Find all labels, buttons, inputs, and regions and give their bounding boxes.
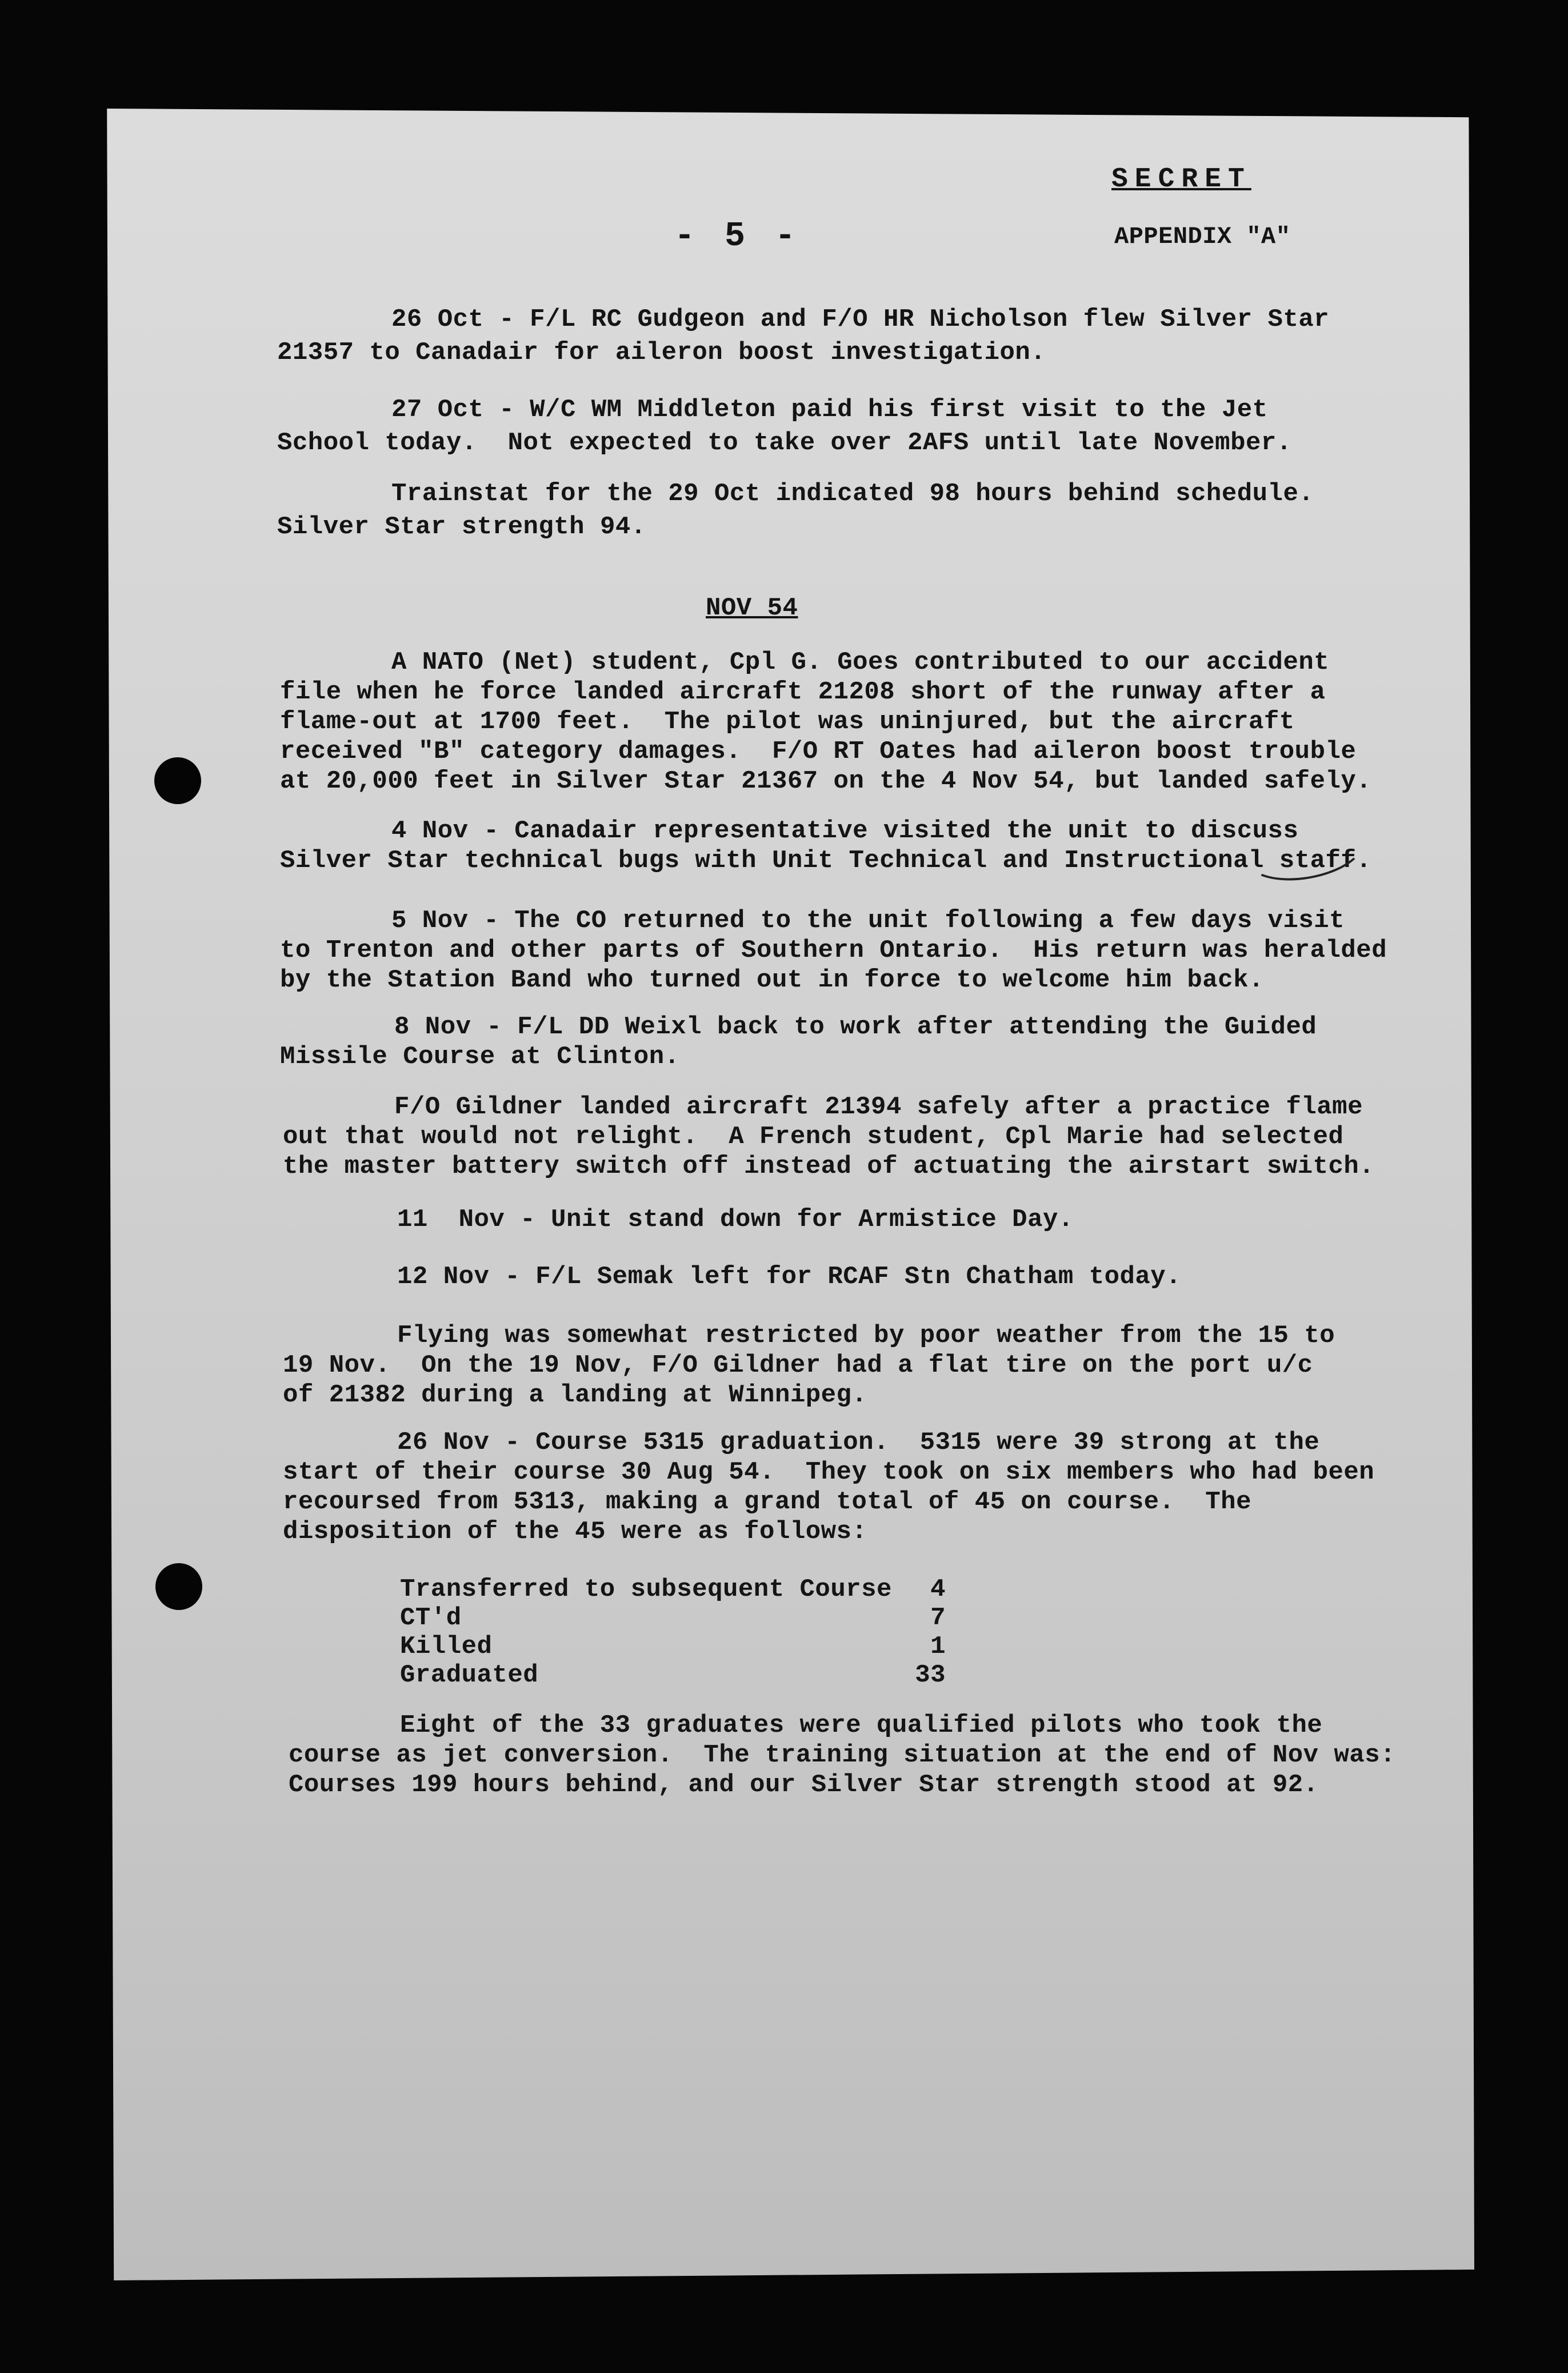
nov-entry-5-line-2: out that would not relight. A French student, Cpl Marie had selected xyxy=(283,1122,1344,1151)
nov-entry-9-line-2: start of their course 30 Aug 54. They took on six members who had been xyxy=(283,1458,1375,1487)
nov-entry-1-line-1: A NATO (Net) student, Cpl G. Goes contributed to our accident xyxy=(391,648,1330,677)
nov-entry-3-line-2: to Trenton and other parts of Southern Ontario. His return was heralded xyxy=(280,936,1387,965)
disposition-count-killed: 1 xyxy=(930,1632,946,1661)
punch-hole-top xyxy=(154,757,201,804)
nov-entry-5-line-1: F/O Gildner landed aircraft 21394 safely after a practice flame xyxy=(394,1093,1363,1121)
nov-entry-2-line-1: 4 Nov - Canadair representative visited the unit to discuss xyxy=(391,817,1299,845)
disposition-label-graduated: Graduated xyxy=(400,1661,539,1689)
disposition-label-ctd: CT'd xyxy=(400,1604,462,1632)
nov-entry-8-line-2: 19 Nov. On the 19 Nov, F/O Gildner had a flat tire on the port u/c xyxy=(283,1351,1313,1380)
nov-entry-7-line-1: 12 Nov - F/L Semak left for RCAF Stn Chatham today. xyxy=(397,1263,1182,1291)
closing-line-2: course as jet conversion. The training situation at the end of Nov was: xyxy=(289,1741,1396,1769)
disposition-label-killed: Killed xyxy=(400,1632,493,1661)
closing-line-1: Eight of the 33 graduates were qualified pilots who took the xyxy=(400,1711,1323,1740)
nov-entry-3-line-1: 5 Nov - The CO returned to the unit following a few days visit xyxy=(391,906,1345,935)
nov-entry-1-line-2: file when he force landed aircraft 21208 short of the runway after a xyxy=(280,678,1326,706)
oct-entry-2-line-1: 27 Oct - W/C WM Middleton paid his first visit to the Jet xyxy=(391,396,1268,424)
disposition-count-transferred: 4 xyxy=(930,1575,946,1604)
appendix-label: APPENDIX "A" xyxy=(1114,223,1291,250)
oct-entry-1-line-1: 26 Oct - F/L RC Gudgeon and F/O HR Nicholson flew Silver Star xyxy=(391,305,1330,334)
nov-entry-1-line-3: flame-out at 1700 feet. The pilot was uninjured, but the aircraft xyxy=(280,708,1295,736)
nov-entry-9-line-3: recoursed from 5313, making a grand total of 45 on course. The xyxy=(283,1488,1251,1516)
nov-entry-9-line-1: 26 Nov - Course 5315 graduation. 5315 were 39 strong at the xyxy=(397,1428,1320,1457)
classification-marking: SECRET xyxy=(1111,164,1251,195)
month-heading: NOV 54 xyxy=(706,594,798,622)
nov-entry-4-line-2: Missile Course at Clinton. xyxy=(280,1042,680,1071)
nov-entry-9-line-4: disposition of the 45 were as follows: xyxy=(283,1517,867,1546)
disposition-count-graduated: 33 xyxy=(915,1661,946,1689)
oct-entry-3-line-1: Trainstat for the 29 Oct indicated 98 hours behind schedule. xyxy=(391,480,1314,508)
oct-entry-2-line-2: School today. Not expected to take over 2AFS until late November. xyxy=(277,429,1292,457)
nov-entry-5-line-3: the master battery switch off instead of actuating the airstart switch. xyxy=(283,1152,1375,1181)
closing-line-3: Courses 199 hours behind, and our Silver Star strength stood at 92. xyxy=(289,1771,1319,1799)
punch-hole-bottom xyxy=(155,1563,202,1610)
oct-entry-3-line-2: Silver Star strength 94. xyxy=(277,513,646,541)
oct-entry-1-line-2: 21357 to Canadair for aileron boost investigation. xyxy=(277,338,1046,367)
disposition-label-transferred: Transferred to subsequent Course xyxy=(400,1575,892,1604)
nov-entry-8-line-1: Flying was somewhat restricted by poor weather from the 15 to xyxy=(397,1321,1335,1350)
nov-entry-1-line-5: at 20,000 feet in Silver Star 21367 on the 4 Nov 54, but landed safely. xyxy=(280,767,1372,796)
nov-entry-1-line-4: received "B" category damages. F/O RT Oates had aileron boost trouble xyxy=(280,737,1357,766)
page-number: - 5 - xyxy=(674,217,801,256)
nov-entry-4-line-1: 8 Nov - F/L DD Weixl back to work after attending the Guided xyxy=(394,1013,1317,1041)
nov-entry-8-line-3: of 21382 during a landing at Winnipeg. xyxy=(283,1381,867,1409)
disposition-count-ctd: 7 xyxy=(930,1604,946,1632)
nov-entry-2-line-2: Silver Star technical bugs with Unit Technical and Instructional staff. xyxy=(280,846,1372,875)
nov-entry-6-line-1: 11 Nov - Unit stand down for Armistice Day. xyxy=(397,1205,1074,1234)
nov-entry-3-line-3: by the Station Band who turned out in force to welcome him back. xyxy=(280,966,1264,994)
